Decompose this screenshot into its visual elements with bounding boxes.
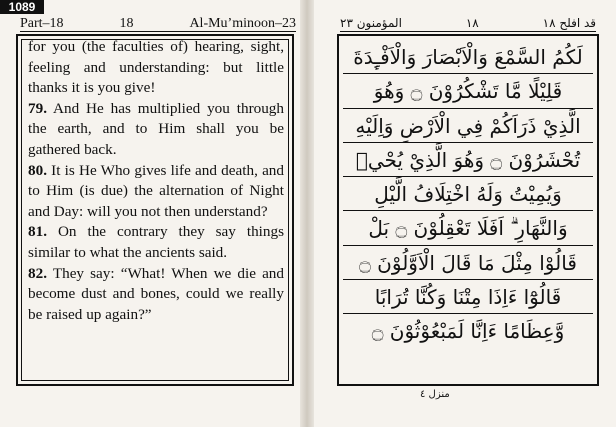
left-page-number: 18	[119, 16, 134, 31]
verse-79	[28, 99, 284, 161]
arabic-line: الَّذِيْ ذَرَاَكُمْ فِي الْاَرْضِ وَاِلَيْهِ	[343, 109, 593, 143]
paragraph-text: for you (the faculties of) hearing, sight, feeling and understanding: but little thanks it is you give!	[28, 38, 284, 97]
arabic-line: وَالنَّهَارِ ۗ اَفَلَا تَعْقِلُوْنَ ۝ بَلْ	[343, 211, 593, 245]
surah-label: Al-Mu’minoon–23	[189, 16, 296, 31]
arabic-line: لَكُمُ السَّمْعَ وَالْاَبْصَارَ وَالْاَفْـِٕدَةَ	[343, 40, 593, 74]
arabic-surah-label: المؤمنون ٢٣	[340, 16, 402, 30]
juz-label: قد افلح ١٨	[542, 16, 596, 30]
arabic-text	[343, 40, 593, 349]
verse-81	[28, 222, 284, 263]
verse-text: And He has multiplied you through the earth, and to Him shall you be gathered back.	[28, 99, 284, 158]
arabic-line: قَالُوْٓا ءَاِذَا مِتْنَا وَكُنَّا تُرَابًا	[343, 280, 593, 314]
verse-number: 79.	[28, 99, 47, 117]
verse-number: 82.	[28, 264, 47, 282]
book-spine	[300, 0, 314, 427]
left-header-rule	[20, 31, 296, 32]
verse-80	[28, 161, 284, 223]
verse-text: They say: “What! When we die and become dust and bones, could we really be raised up again?”	[28, 264, 284, 323]
verse-text: It is He Who gives life and death, and to Him (is due) the alternation of Night and Day: will you not then understand?	[28, 161, 284, 220]
verse-number: 80.	[28, 161, 47, 179]
english-translation	[28, 37, 284, 325]
arabic-line: وَيُمِيْتُ وَلَهُ اخْتِلَافُ الَّيْلِ	[343, 177, 593, 211]
arabic-line: قَلِيْلًا مَّا تَشْكُرُوْنَ ۝ وَهُوَ	[343, 74, 593, 108]
page-number-badge: 1089	[0, 0, 44, 14]
verse-text: On the contrary they say things similar to what the ancients said.	[28, 223, 284, 261]
arabic-line: تُحْشَرُوْنَ ۝ وَهُوَ الَّذِيْ يُحْيٖ	[343, 143, 593, 177]
right-page-number: ١٨	[465, 16, 479, 30]
verse-number: 81.	[28, 223, 47, 241]
paragraph-continuation	[28, 37, 284, 99]
verse-82	[28, 264, 284, 326]
arabic-line: وَّعِظَامًا ءَاِنَّا لَمَبْعُوْثُوْنَ ۝	[371, 319, 565, 344]
manzil-marker: منزل ٤	[420, 389, 450, 400]
right-header-rule	[340, 31, 596, 32]
arabic-line: قَالُوْا مِثْلَ مَا قَالَ الْاَوَّلُوْنَ ۝	[343, 246, 593, 280]
right-page-header	[340, 16, 596, 30]
left-page-header	[20, 16, 296, 32]
part-label: Part–18	[20, 16, 64, 31]
